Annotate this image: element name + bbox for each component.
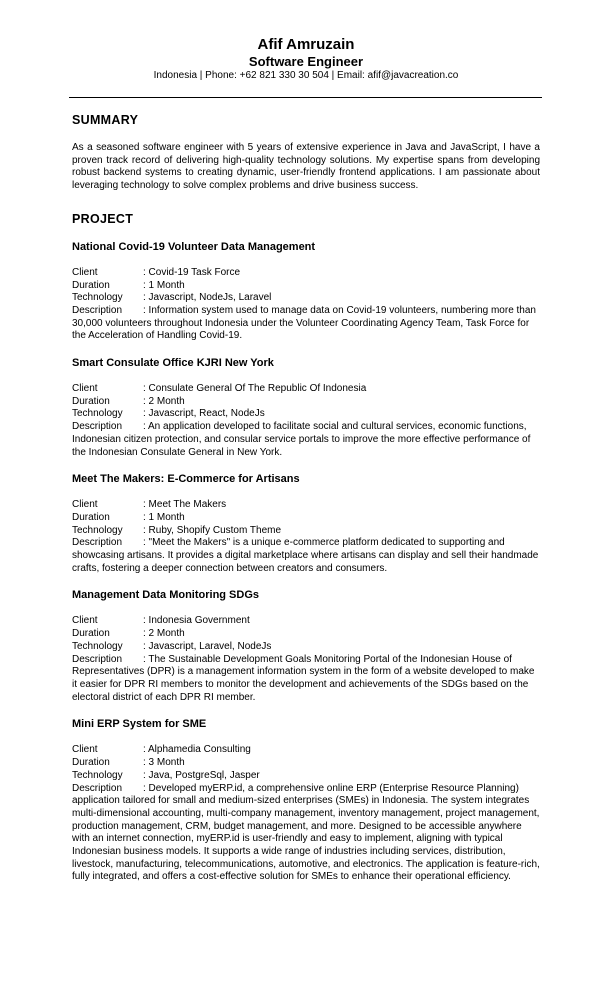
project-technology-row [72, 525, 540, 538]
field-label: Description [72, 421, 123, 433]
project-entry [72, 589, 540, 704]
field-label: Client [72, 266, 98, 278]
summary-heading: SUMMARY [72, 113, 139, 127]
field-label: Duration [72, 279, 110, 291]
project-client-row [72, 383, 540, 396]
project-entry [72, 357, 540, 459]
project-duration: : 1 Month [143, 279, 185, 291]
field-label: Technology [72, 524, 123, 536]
project-technology: : Javascript, React, NodeJs [143, 408, 265, 420]
field-label: Description [72, 653, 123, 665]
field-label: Duration [72, 395, 110, 407]
project-duration: : 1 Month [143, 511, 185, 523]
field-label: Client [72, 383, 98, 395]
field-label: Client [72, 499, 98, 511]
project-description-row [72, 305, 540, 343]
project-entry [72, 718, 540, 884]
project-entry [72, 473, 540, 575]
field-label: Description [72, 537, 123, 549]
field-label: Client [72, 615, 98, 627]
project-duration-row [72, 628, 540, 641]
project-technology: : Ruby, Shopify Custom Theme [143, 524, 282, 536]
field-label: Duration [72, 757, 110, 769]
contact-info: Indonesia | Phone: +62 821 330 30 504 | Email: afif@javacreation.co [153, 70, 459, 81]
candidate-name: Afif Amruzain [257, 36, 355, 53]
project-technology: : Javascript, Laravel, NodeJs [143, 640, 272, 652]
project-duration-row [72, 396, 540, 409]
project-description-row [72, 654, 540, 705]
job-title: Software Engineer [248, 54, 364, 69]
field-label: Technology [72, 408, 123, 420]
project-technology-row [72, 408, 540, 421]
project-description: : Developed myERP.id, a comprehensive online ERP (Enterprise Resource Planning) application tailored for small and medium-sized enterprises (SMEs) in Indonesia. The system integrates multi-dimensional accounting, multi-company management, inventory management, project management, production management, CRM, budget management, and more. Designed to be accessible anywhere with an internet connection, myERP.id is user-friendly and easy to implement, aligning with typical Indonesian business models. It supports a wide range of industries including services, distribution, livestock, manufacturing, telecommunications, automotive, and electronics. The application is feature-rich, fully integrated, and offers a cost-effective solution for SMEs to enhance their operational efficiency. [72, 782, 540, 883]
project-description: : "Meet the Makers" is a unique e-commerce platform dedicated to supporting and showcasing artisans. It provides a digital marketplace where artisans can display and sell their handmade crafts, fostering a deeper connection between creators and consumers. [72, 537, 539, 574]
project-title: Management Data Monitoring SDGs [72, 589, 260, 602]
field-label: Description [72, 304, 123, 316]
project-fields [72, 615, 540, 704]
project-client: : Covid-19 Task Force [143, 266, 241, 278]
field-label: Duration [72, 511, 110, 523]
project-fields [72, 383, 540, 459]
resume-header [0, 36, 612, 83]
project-client: : Meet The Makers [143, 499, 227, 511]
field-label: Description [72, 782, 123, 794]
project-description: : Information system used to manage data on Covid-19 volunteers, numbering more than 30,000 volunteers throughout Indonesia under the Volunteer Coordinating Agency Team, Task Force for the Acceleration of Handling Covid-19. [72, 304, 536, 342]
project-title: National Covid-19 Volunteer Data Management [72, 240, 316, 253]
resume-body [72, 112, 540, 884]
project-client: : Alphamedia Consulting [143, 744, 251, 756]
project-client-row [72, 267, 540, 280]
project-description-row [72, 537, 540, 575]
project-technology: : Javascript, NodeJs, Laravel [143, 292, 272, 304]
project-technology: : Java, PostgreSql, Jasper [143, 769, 260, 781]
header-divider [69, 97, 542, 98]
field-label: Technology [72, 769, 123, 781]
project-client-row [72, 499, 540, 512]
field-label: Client [72, 744, 98, 756]
project-duration: : 2 Month [143, 395, 185, 407]
project-entry [72, 241, 540, 343]
project-title: Meet The Makers: E-Commerce for Artisans [72, 473, 300, 486]
project-duration-row [72, 512, 540, 525]
project-fields [72, 499, 540, 575]
project-client-row [72, 615, 540, 628]
project-technology-row [72, 770, 540, 783]
project-client-row [72, 744, 540, 757]
project-description: : The Sustainable Development Goals Monitoring Portal of the Indonesian House of Representatives (DPR) is a management information system in the form of a website developed to make it easier for DPR RI members to monitor the development and achievements of the SDGs based on the electoral district of each DPR RI member. [72, 653, 535, 703]
project-fields [72, 744, 540, 884]
project-description-row [72, 421, 540, 459]
project-title: Mini ERP System for SME [72, 718, 207, 731]
project-client: : Consulate General Of The Republic Of Indonesia [143, 383, 367, 395]
project-duration-row [72, 280, 540, 293]
field-label: Duration [72, 628, 110, 640]
project-client: : Indonesia Government [143, 615, 250, 627]
project-description-row [72, 783, 540, 885]
summary-text: As a seasoned software engineer with 5 years of extensive experience in Java and JavaScript, I have a proven track record of delivering high-quality technology solutions. My expertise spans from developing robust backend systems to creating dynamic, user-friendly frontend applications. I am passionate about leveraging technology to solve complex problems and drive business success. [72, 142, 540, 192]
project-title: Smart Consulate Office KJRI New York [72, 357, 274, 370]
project-fields [72, 267, 540, 343]
project-technology-row [72, 641, 540, 654]
project-technology-row [72, 292, 540, 305]
project-heading: PROJECT [72, 211, 134, 226]
project-list [72, 241, 540, 884]
project-duration: : 2 Month [143, 628, 185, 640]
project-duration: : 3 Month [143, 757, 185, 769]
field-label: Technology [72, 292, 123, 304]
field-label: Technology [72, 640, 123, 652]
project-description: : An application developed to facilitate social and cultural services, economic functions, Indonesian citizen protection, and consular service portals to improve the more effective performance of the Indonesian Consulate General in New York. [72, 421, 531, 458]
project-duration-row [72, 757, 540, 770]
